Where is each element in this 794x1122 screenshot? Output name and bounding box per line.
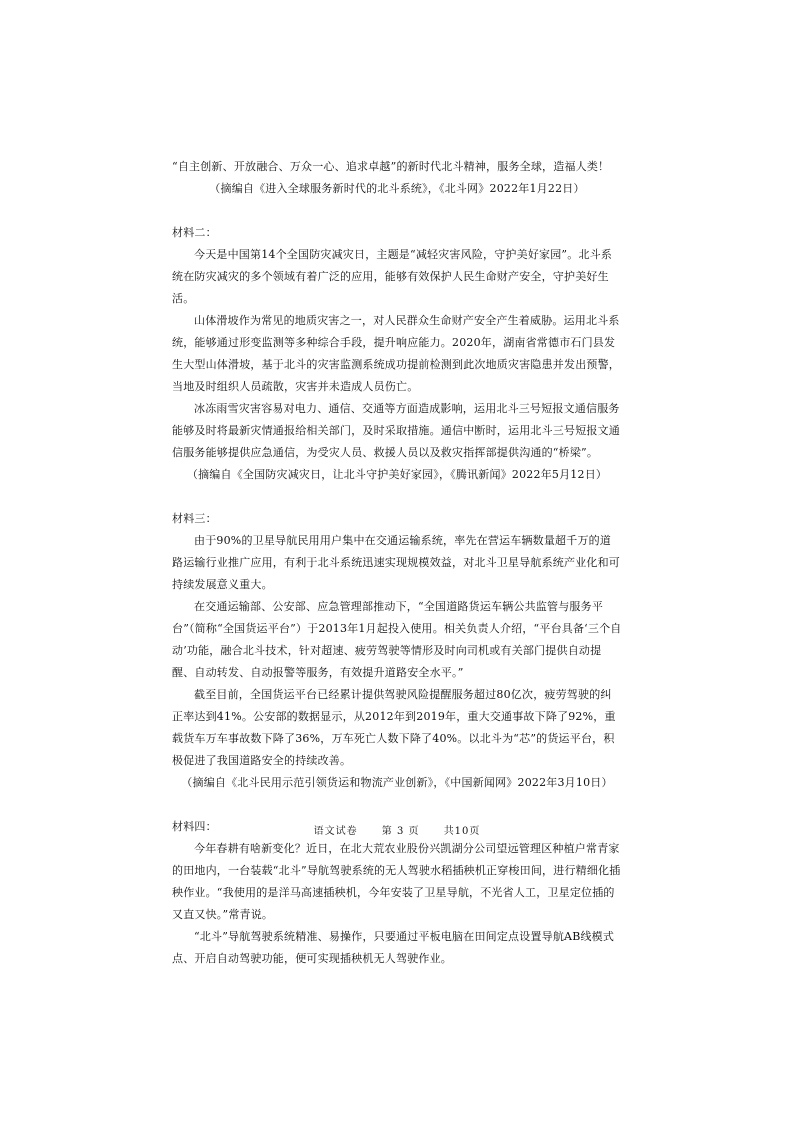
material3-source: （摘编自《北斗民用示范引领货运和物流产业创新》，《中国新闻网》2022年3月10日） bbox=[181, 776, 613, 789]
material3-paragraph: 在交通运输部、公安部、应急管理部推动下，“全国道路货运车辆公共监管与服务平台”（简称“全国货运平台”）于2013年1月起投入使用。相关负责人介绍，“平台具备‘三个自动’功能，融合北斗技术，针对超速、疲劳驾驶等情形及时向司机或有关部门提供自动提醒、自动转发、自动报警等服务，有效提升道路安全水平。” bbox=[172, 600, 622, 679]
material4-paragraph: 今年春耕有啥新变化？近日，在北大荒农业股份兴凯湖分公司望远管理区种植户常青家的田地内，一台装载“北斗”导航驾驶系统的无人驾驶水稻插秧机正穿梭田间，进行精细化插秧作业。“我使用的是洋马高速插秧机，今年安装了卫星导航，不光省人工，卫星定位插的又直又快。”常青说。 bbox=[172, 842, 621, 921]
material2-paragraph: 山体滑坡作为常见的地质灾害之一，对人民群众生命财产安全产生着威胁。运用北斗系统，能够通过形变监测等多种综合手段，提升响应能力。2020年，湖南省常德市石门县发生大型山体滑坡，基于北斗的灾害监测系统成功提前检测到此次地质灾害隐患并发出预警，当地及时组织人员疏散，灾害并未造成人员伤亡。 bbox=[172, 314, 620, 393]
material4-label: 材料四： bbox=[172, 820, 217, 833]
material2-source: （摘编自《全国防灾减灾日，让北斗守护美好家园》，《腾讯新闻》2022年5月12日） bbox=[186, 468, 608, 481]
intro-source: （摘编自《进入全球服务新时代的北斗系统》，《北斗网》2022年1月22日） bbox=[209, 182, 585, 195]
footer-total-pages: 共10页 bbox=[443, 826, 481, 837]
material2-paragraph: 今天是中国第14个全国防灾减灾日，主题是“减轻灾害风险，守护美好家园”。北斗系统在防灾减灾的多个领域有着广泛的应用，能够有效保护人民生命财产安全，守护美好生活。 bbox=[172, 248, 613, 305]
footer-subject: 语文试卷 bbox=[313, 826, 358, 837]
material3-paragraph: 由于90%的卫星导航民用用户集中在交通运输系统，率先在营运车辆数量超千万的道路运输行业推广应用，有利于北斗系统迅速实现规模效益，对北斗卫星导航系统产业化和可持续发展意义重大。 bbox=[172, 534, 620, 591]
page-text bbox=[172, 156, 622, 970]
footer-page-number: 第 3 页 bbox=[381, 826, 420, 837]
material3-paragraph: 截至目前，全国货运平台已经累计提供驾驶风险提醒服务超过80亿次，疲劳驾驶的纠正率达到41%。公安部的数据显示，从2012年到2019年，重大交通事故下降了92%，重载货车万车事故数下降了36%，万车死亡人数下降了40%。以北斗为“芯”的货运平台，积极促进了我国道路安全的持续改善。 bbox=[172, 688, 616, 767]
page-footer bbox=[0, 822, 794, 837]
material4-paragraph: “北斗”导航驾驶系统精准、易操作，只要通过平板电脑在田间定点设置导航AB线模式点、开启自动驾驶功能，便可实现插秧机无人驾驶作业。 bbox=[172, 930, 615, 965]
material2-label: 材料二： bbox=[172, 226, 217, 239]
material3-label: 材料三： bbox=[172, 512, 217, 525]
intro-paragraph: “自主创新、开放融合、万众一心、追求卓越”的新时代北斗精神，服务全球，造福人类！ bbox=[172, 160, 610, 173]
material2-paragraph: 冰冻雨雪灾害容易对电力、通信、交通等方面造成影响，运用北斗三号短报文通信服务能够及时将最新灾情通报给相关部门，及时采取措施。通信中断时，运用北斗三号短报文通信服务能够提供应急通信，为受灾人员、救援人员以及救灾指挥部提供沟通的“桥梁”。 bbox=[172, 402, 620, 459]
